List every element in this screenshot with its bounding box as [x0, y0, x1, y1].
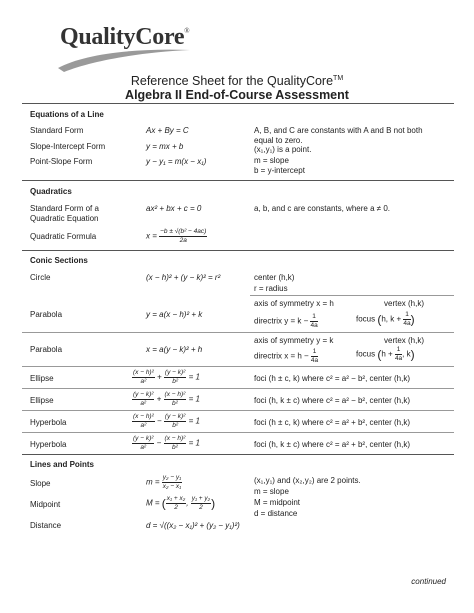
note-parabola2-vertex: vertex (h,k): [384, 336, 425, 345]
formula-parabola-1: y = a(x − h)² + k: [146, 310, 203, 319]
label-quadratic-standard-2: Quadratic Equation: [30, 214, 99, 223]
continued-label: continued: [411, 577, 446, 586]
divider: [22, 366, 454, 367]
note-hyperbola-2: foci (h, k ± c) where c² = a² + b², center (h,k): [254, 440, 410, 449]
formula-slope-intercept: y = mx + b: [146, 142, 184, 151]
note-parabola1-directrix: directrix y = k − $\frac{1}{4a}$: [254, 313, 318, 329]
divider: [22, 410, 454, 411]
note-midpoint: M = midpoint: [254, 498, 301, 507]
note-parabola2-focus: focus (h + $\frac{1}{4a}$ , k): [356, 346, 415, 362]
label-point-slope: Point-Slope Form: [30, 157, 93, 166]
note-slope-m: m = slope: [254, 487, 289, 496]
formula-quadratic-standard: ax² + bx + c = 0: [146, 204, 202, 213]
page-title: Reference Sheet for the QualityCore™: [130, 74, 344, 88]
label-parabola-2: Parabola: [30, 345, 63, 354]
note-point: (x₁,y₁) is a point.: [254, 145, 312, 154]
note-parabola2-axis: axis of symmetry y = k: [254, 336, 334, 345]
label-hyperbola-2: Hyperbola: [30, 440, 67, 449]
note-hyperbola-1: foci (h ± c, k) where c² = a² + b², center (h,k): [254, 418, 410, 427]
formula-ellipse-1: $\frac{\text{(x − h)²}}{\text{a²}}$ + $\frac{\text{(y − k)²}}{\text{b²}}$ = 1: [133, 369, 200, 385]
formula-ellipse-2: $\frac{\text{(y − k)²}}{\text{a²}}$ + $\frac{\text{(x − h)²}}{\text{b²}}$ = 1: [133, 391, 200, 407]
note-ellipse-2: foci (h, k ± c) where c² = a² − b², center (h,k): [254, 396, 410, 405]
divider: [250, 295, 454, 296]
formula-midpoint: M = ( $\frac{\text{x₁ + x₂}}{2}$ , $\frac{\text{y₁ + y₂}}{2}$ ): [146, 495, 216, 511]
page-subtitle: Algebra II End-of-Course Assessment: [125, 88, 349, 102]
note-quadratic-standard: a, b, and c are constants, where a ≠ 0.: [254, 204, 391, 213]
note-circle-radius: r = radius: [254, 284, 288, 293]
logo-swoosh-icon: [54, 46, 194, 72]
formula-distance: d = √((x₂ − x₁)² + (y₂ − y₁)²): [146, 521, 240, 530]
divider: [22, 250, 454, 251]
note-slope-points: (x₁,y₁) and (x₂,y₂) are 2 points.: [254, 476, 361, 485]
logo-mark: ®: [184, 27, 190, 35]
formula-slope: m = $\frac{\text{y₂ − y₁}}{\text{x₂ − x₁}}$: [146, 474, 182, 490]
note-slope: m = slope: [254, 156, 289, 165]
label-distance: Distance: [30, 521, 62, 530]
section-heading-points: Lines and Points: [30, 460, 95, 469]
label-standard-form: Standard Form: [30, 126, 84, 135]
formula-circle: (x − h)² + (y − k)² = r²: [146, 273, 221, 282]
divider: [22, 454, 454, 455]
note-parabola1-axis: axis of symmetry x = h: [254, 299, 334, 308]
note-parabola1-focus: focus (h, k + $\frac{1}{4a}$ ): [356, 311, 415, 327]
label-parabola-1: Parabola: [30, 310, 63, 319]
note-parabola2-directrix: directrix x = h − $\frac{1}{4a}$: [254, 348, 319, 364]
note-distance: d = distance: [254, 509, 298, 518]
note-intercept: b = y-intercept: [254, 166, 305, 175]
label-ellipse-1: Ellipse: [30, 374, 54, 383]
divider: [22, 432, 454, 433]
divider: [22, 180, 454, 181]
section-heading-lines: Equations of a Line: [30, 110, 104, 119]
formula-hyperbola-1: $\frac{\text{(x − h)²}}{\text{a²}}$ − $\frac{\text{(y − k)²}}{\text{b²}}$ = 1: [133, 413, 200, 429]
note-ellipse-1: foci (h ± c, k) where c² = a² − b², center (h,k): [254, 374, 410, 383]
label-ellipse-2: Ellipse: [30, 396, 54, 405]
label-hyperbola-1: Hyperbola: [30, 418, 67, 427]
formula-standard-form: Ax + By = C: [146, 126, 189, 135]
divider: [22, 332, 454, 333]
label-slope-intercept: Slope-Intercept Form: [30, 142, 106, 151]
formula-quadratic: x = $\frac{\text{−b ± √(b² − 4ac)}}{2a}$: [146, 228, 207, 244]
section-heading-quadratics: Quadratics: [30, 187, 72, 196]
note-parabola1-vertex: vertex (h,k): [384, 299, 425, 308]
label-slope: Slope: [30, 479, 51, 488]
label-midpoint: Midpoint: [30, 500, 61, 509]
formula-point-slope: y − y₁ = m(x − x₁): [146, 157, 207, 166]
label-quadratic-standard-1: Standard Form of a: [30, 204, 99, 213]
formula-parabola-2: x = a(y − k)² + h: [146, 345, 203, 354]
formula-hyperbola-2: $\frac{\text{(y − k)²}}{\text{a²}}$ − $\frac{\text{(x − h)²}}{\text{b²}}$ = 1: [133, 435, 200, 451]
note-circle-center: center (h,k): [254, 273, 295, 282]
label-quadratic-formula: Quadratic Formula: [30, 232, 97, 241]
divider: [22, 103, 454, 104]
note-standard-form: A, B, and C are constants with A and B not both equal to zero.: [254, 126, 423, 145]
section-heading-conics: Conic Sections: [30, 256, 88, 265]
label-circle: Circle: [30, 273, 51, 282]
divider: [22, 388, 454, 389]
logo-text: QualityCore: [60, 24, 185, 50]
